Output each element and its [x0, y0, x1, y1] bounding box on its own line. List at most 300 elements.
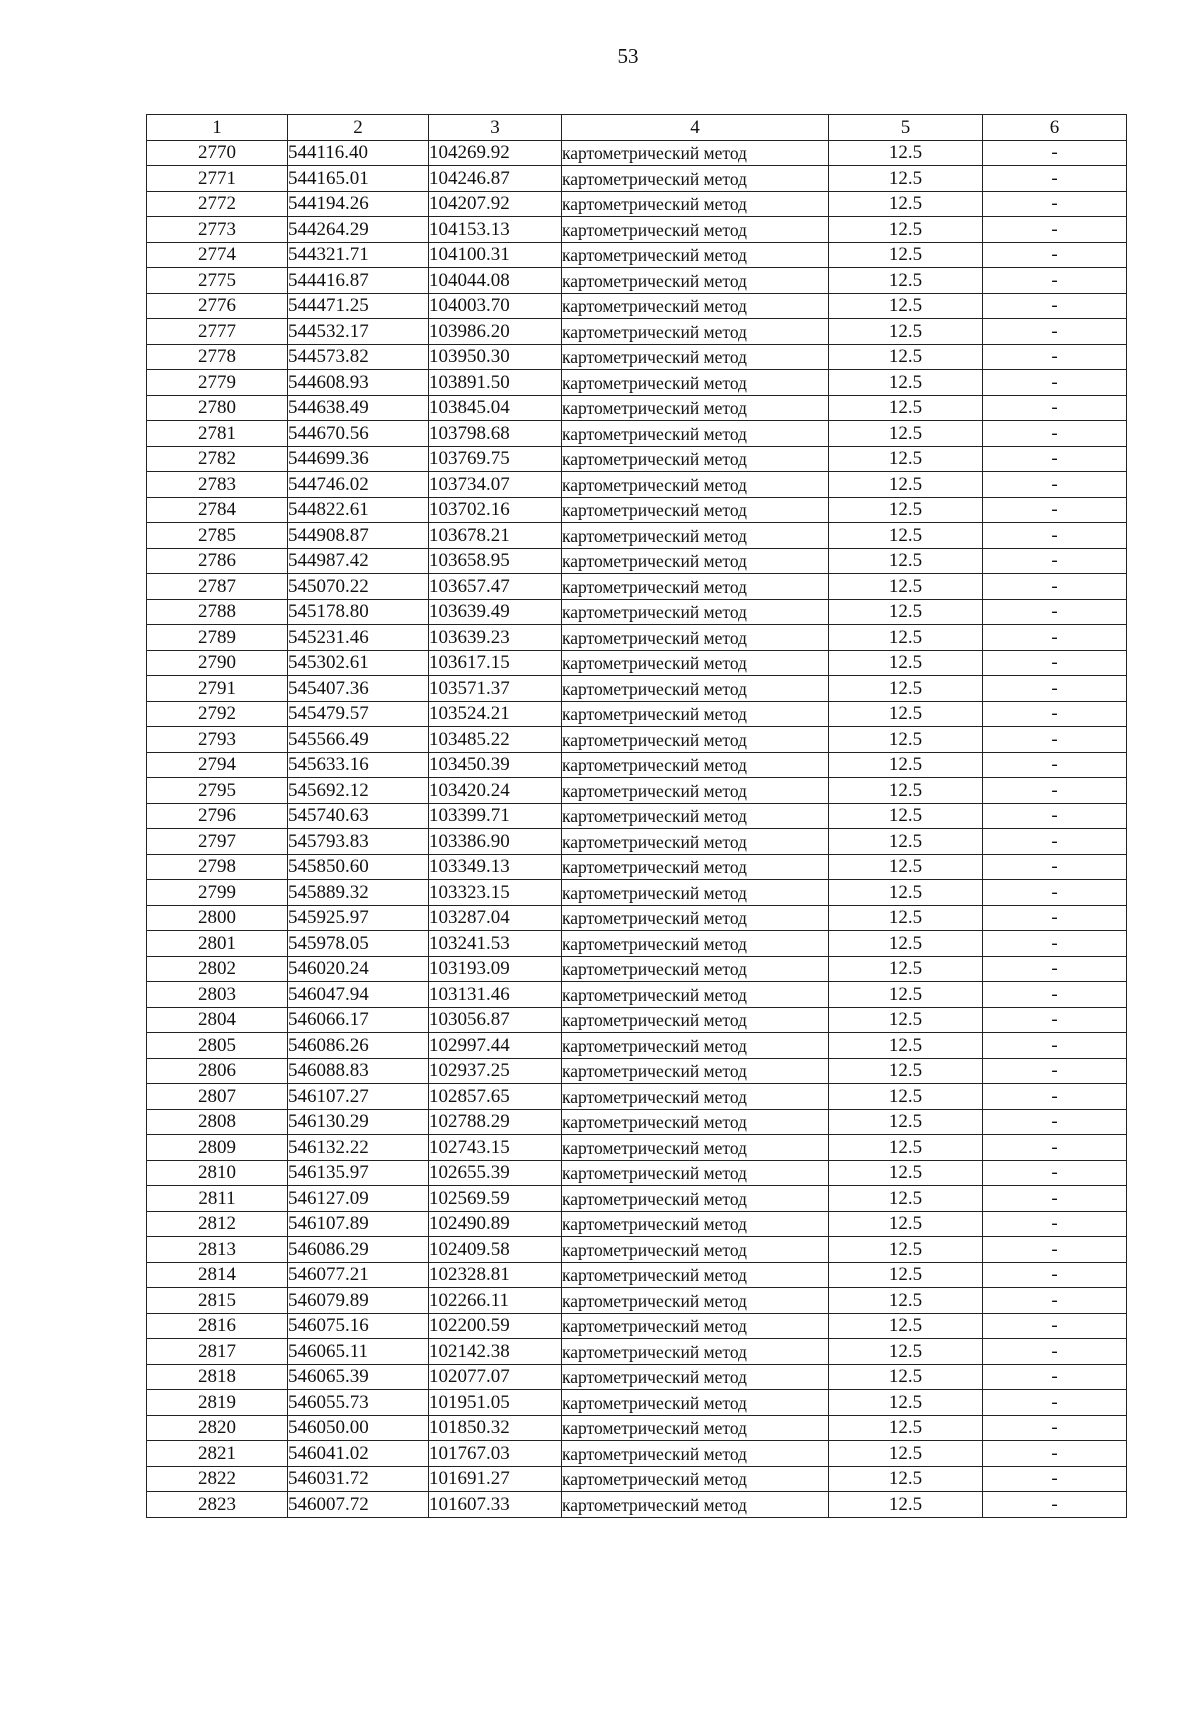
y-coordinate-cell: 101767.03 — [429, 1441, 562, 1467]
y-coordinate-cell: 103702.16 — [429, 497, 562, 523]
method-cell: картометрический метод — [562, 1160, 829, 1186]
point-number-cell: 2798 — [147, 854, 288, 880]
method-cell: картометрический метод — [562, 191, 829, 217]
y-coordinate-cell: 103323.15 — [429, 880, 562, 906]
x-coordinate-cell: 546007.72 — [288, 1492, 429, 1518]
point-number-cell: 2772 — [147, 191, 288, 217]
accuracy-cell: 12.5 — [829, 140, 983, 166]
note-cell: - — [983, 854, 1127, 880]
point-number-cell: 2790 — [147, 650, 288, 676]
x-coordinate-cell: 546127.09 — [288, 1186, 429, 1212]
method-cell: картометрический метод — [562, 574, 829, 600]
x-coordinate-cell: 545889.32 — [288, 880, 429, 906]
y-coordinate-cell: 103524.21 — [429, 701, 562, 727]
point-number-cell: 2794 — [147, 752, 288, 778]
note-cell: - — [983, 1211, 1127, 1237]
accuracy-cell: 12.5 — [829, 497, 983, 523]
x-coordinate-cell: 546086.26 — [288, 1033, 429, 1059]
point-number-cell: 2823 — [147, 1492, 288, 1518]
note-cell: - — [983, 625, 1127, 651]
x-coordinate-cell: 545302.61 — [288, 650, 429, 676]
note-cell: - — [983, 217, 1127, 243]
x-coordinate-cell: 546065.11 — [288, 1339, 429, 1365]
point-number-cell: 2775 — [147, 268, 288, 294]
point-number-cell: 2774 — [147, 242, 288, 268]
x-coordinate-cell: 545070.22 — [288, 574, 429, 600]
page-number: 53 — [617, 44, 639, 68]
method-cell: картометрический метод — [562, 752, 829, 778]
note-cell: - — [983, 293, 1127, 319]
table-row — [147, 1313, 1127, 1339]
note-cell: - — [983, 829, 1127, 855]
x-coordinate-cell: 545566.49 — [288, 727, 429, 753]
note-cell: - — [983, 370, 1127, 396]
accuracy-cell: 12.5 — [829, 752, 983, 778]
table-row — [147, 217, 1127, 243]
method-cell: картометрический метод — [562, 140, 829, 166]
method-cell: картометрический метод — [562, 599, 829, 625]
accuracy-cell: 12.5 — [829, 574, 983, 600]
accuracy-cell: 12.5 — [829, 242, 983, 268]
column-header: 2 — [288, 115, 429, 141]
accuracy-cell: 12.5 — [829, 880, 983, 906]
y-coordinate-cell: 104003.70 — [429, 293, 562, 319]
point-number-cell: 2785 — [147, 523, 288, 549]
accuracy-cell: 12.5 — [829, 905, 983, 931]
method-cell: картометрический метод — [562, 1390, 829, 1416]
method-cell: картометрический метод — [562, 854, 829, 880]
x-coordinate-cell: 546086.29 — [288, 1237, 429, 1263]
accuracy-cell: 12.5 — [829, 344, 983, 370]
point-number-cell: 2777 — [147, 319, 288, 345]
x-coordinate-cell: 544670.56 — [288, 421, 429, 447]
note-cell: - — [983, 1390, 1127, 1416]
x-coordinate-cell: 546047.94 — [288, 982, 429, 1008]
y-coordinate-cell: 104207.92 — [429, 191, 562, 217]
note-cell: - — [983, 191, 1127, 217]
table-row — [147, 523, 1127, 549]
coordinates-table — [146, 114, 1127, 1518]
y-coordinate-cell: 103131.46 — [429, 982, 562, 1008]
note-cell: - — [983, 548, 1127, 574]
table-row — [147, 472, 1127, 498]
accuracy-cell: 12.5 — [829, 1390, 983, 1416]
accuracy-cell: 12.5 — [829, 1109, 983, 1135]
note-cell: - — [983, 242, 1127, 268]
x-coordinate-cell: 546107.27 — [288, 1084, 429, 1110]
y-coordinate-cell: 103420.24 — [429, 778, 562, 804]
point-number-cell: 2786 — [147, 548, 288, 574]
method-cell: картометрический метод — [562, 701, 829, 727]
method-cell: картометрический метод — [562, 217, 829, 243]
table-row — [147, 497, 1127, 523]
y-coordinate-cell: 102328.81 — [429, 1262, 562, 1288]
table-row — [147, 905, 1127, 931]
point-number-cell: 2789 — [147, 625, 288, 651]
accuracy-cell: 12.5 — [829, 803, 983, 829]
method-cell: картометрический метод — [562, 1211, 829, 1237]
y-coordinate-cell: 103287.04 — [429, 905, 562, 931]
method-cell: картометрический метод — [562, 472, 829, 498]
method-cell: картометрический метод — [562, 1262, 829, 1288]
x-coordinate-cell: 546066.17 — [288, 1007, 429, 1033]
table-row — [147, 1288, 1127, 1314]
x-coordinate-cell: 544822.61 — [288, 497, 429, 523]
accuracy-cell: 12.5 — [829, 1466, 983, 1492]
method-cell: картометрический метод — [562, 1288, 829, 1314]
table-row — [147, 778, 1127, 804]
table-row — [147, 191, 1127, 217]
table-row — [147, 1237, 1127, 1263]
x-coordinate-cell: 546130.29 — [288, 1109, 429, 1135]
x-coordinate-cell: 545850.60 — [288, 854, 429, 880]
method-cell: картометрический метод — [562, 1492, 829, 1518]
y-coordinate-cell: 103399.71 — [429, 803, 562, 829]
method-cell: картометрический метод — [562, 1084, 829, 1110]
x-coordinate-cell: 546041.02 — [288, 1441, 429, 1467]
note-cell: - — [983, 752, 1127, 778]
method-cell: картометрический метод — [562, 370, 829, 396]
point-number-cell: 2802 — [147, 956, 288, 982]
table-header-row — [147, 115, 1127, 141]
y-coordinate-cell: 101850.32 — [429, 1415, 562, 1441]
point-number-cell: 2793 — [147, 727, 288, 753]
method-cell: картометрический метод — [562, 344, 829, 370]
method-cell: картометрический метод — [562, 166, 829, 192]
table-row — [147, 727, 1127, 753]
table-row — [147, 293, 1127, 319]
table-row — [147, 166, 1127, 192]
point-number-cell: 2821 — [147, 1441, 288, 1467]
accuracy-cell: 12.5 — [829, 701, 983, 727]
x-coordinate-cell: 546055.73 — [288, 1390, 429, 1416]
x-coordinate-cell: 544165.01 — [288, 166, 429, 192]
x-coordinate-cell: 546050.00 — [288, 1415, 429, 1441]
y-coordinate-cell: 102077.07 — [429, 1364, 562, 1390]
x-coordinate-cell: 544573.82 — [288, 344, 429, 370]
method-cell: картометрический метод — [562, 293, 829, 319]
accuracy-cell: 12.5 — [829, 1007, 983, 1033]
x-coordinate-cell: 546031.72 — [288, 1466, 429, 1492]
method-cell: картометрический метод — [562, 905, 829, 931]
y-coordinate-cell: 103193.09 — [429, 956, 562, 982]
method-cell: картометрический метод — [562, 268, 829, 294]
method-cell: картометрический метод — [562, 931, 829, 957]
point-number-cell: 2817 — [147, 1339, 288, 1365]
table-row — [147, 599, 1127, 625]
note-cell: - — [983, 727, 1127, 753]
table-row — [147, 1364, 1127, 1390]
column-header: 3 — [429, 115, 562, 141]
accuracy-cell: 12.5 — [829, 421, 983, 447]
x-coordinate-cell: 544638.49 — [288, 395, 429, 421]
point-number-cell: 2811 — [147, 1186, 288, 1212]
method-cell: картометрический метод — [562, 829, 829, 855]
x-coordinate-cell: 545925.97 — [288, 905, 429, 931]
method-cell: картометрический метод — [562, 880, 829, 906]
x-coordinate-cell: 544194.26 — [288, 191, 429, 217]
method-cell: картометрический метод — [562, 1466, 829, 1492]
x-coordinate-cell: 545692.12 — [288, 778, 429, 804]
note-cell: - — [983, 1237, 1127, 1263]
note-cell: - — [983, 497, 1127, 523]
note-cell: - — [983, 905, 1127, 931]
note-cell: - — [983, 676, 1127, 702]
y-coordinate-cell: 103678.21 — [429, 523, 562, 549]
method-cell: картометрический метод — [562, 421, 829, 447]
column-header: 4 — [562, 115, 829, 141]
method-cell: картометрический метод — [562, 446, 829, 472]
y-coordinate-cell: 103386.90 — [429, 829, 562, 855]
accuracy-cell: 12.5 — [829, 217, 983, 243]
method-cell: картометрический метод — [562, 1415, 829, 1441]
note-cell: - — [983, 1415, 1127, 1441]
accuracy-cell: 12.5 — [829, 1186, 983, 1212]
note-cell: - — [983, 140, 1127, 166]
table-body — [147, 140, 1127, 1517]
note-cell: - — [983, 1186, 1127, 1212]
y-coordinate-cell: 102142.38 — [429, 1339, 562, 1365]
accuracy-cell: 12.5 — [829, 166, 983, 192]
accuracy-cell: 12.5 — [829, 1058, 983, 1084]
x-coordinate-cell: 546088.83 — [288, 1058, 429, 1084]
point-number-cell: 2782 — [147, 446, 288, 472]
table-row — [147, 982, 1127, 1008]
point-number-cell: 2809 — [147, 1135, 288, 1161]
accuracy-cell: 12.5 — [829, 982, 983, 1008]
y-coordinate-cell: 103798.68 — [429, 421, 562, 447]
y-coordinate-cell: 102655.39 — [429, 1160, 562, 1186]
accuracy-cell: 12.5 — [829, 1415, 983, 1441]
y-coordinate-cell: 103617.15 — [429, 650, 562, 676]
x-coordinate-cell: 546107.89 — [288, 1211, 429, 1237]
table-row — [147, 140, 1127, 166]
y-coordinate-cell: 102788.29 — [429, 1109, 562, 1135]
note-cell: - — [983, 268, 1127, 294]
table-row — [147, 1109, 1127, 1135]
method-cell: картометрический метод — [562, 956, 829, 982]
y-coordinate-cell: 103450.39 — [429, 752, 562, 778]
method-cell: картометрический метод — [562, 778, 829, 804]
note-cell: - — [983, 1466, 1127, 1492]
accuracy-cell: 12.5 — [829, 1237, 983, 1263]
y-coordinate-cell: 104246.87 — [429, 166, 562, 192]
point-number-cell: 2792 — [147, 701, 288, 727]
y-coordinate-cell: 103845.04 — [429, 395, 562, 421]
note-cell: - — [983, 1109, 1127, 1135]
note-cell: - — [983, 421, 1127, 447]
accuracy-cell: 12.5 — [829, 599, 983, 625]
y-coordinate-cell: 103769.75 — [429, 446, 562, 472]
x-coordinate-cell: 544264.29 — [288, 217, 429, 243]
x-coordinate-cell: 545231.46 — [288, 625, 429, 651]
y-coordinate-cell: 102200.59 — [429, 1313, 562, 1339]
y-coordinate-cell: 102743.15 — [429, 1135, 562, 1161]
point-number-cell: 2804 — [147, 1007, 288, 1033]
accuracy-cell: 12.5 — [829, 268, 983, 294]
y-coordinate-cell: 102997.44 — [429, 1033, 562, 1059]
x-coordinate-cell: 546075.16 — [288, 1313, 429, 1339]
x-coordinate-cell: 544321.71 — [288, 242, 429, 268]
y-coordinate-cell: 103639.23 — [429, 625, 562, 651]
point-number-cell: 2776 — [147, 293, 288, 319]
y-coordinate-cell: 104153.13 — [429, 217, 562, 243]
x-coordinate-cell: 545740.63 — [288, 803, 429, 829]
point-number-cell: 2778 — [147, 344, 288, 370]
method-cell: картометрический метод — [562, 1339, 829, 1365]
accuracy-cell: 12.5 — [829, 395, 983, 421]
note-cell: - — [983, 574, 1127, 600]
note-cell: - — [983, 319, 1127, 345]
y-coordinate-cell: 101607.33 — [429, 1492, 562, 1518]
y-coordinate-cell: 103986.20 — [429, 319, 562, 345]
accuracy-cell: 12.5 — [829, 676, 983, 702]
point-number-cell: 2808 — [147, 1109, 288, 1135]
note-cell: - — [983, 523, 1127, 549]
x-coordinate-cell: 544471.25 — [288, 293, 429, 319]
point-number-cell: 2819 — [147, 1390, 288, 1416]
note-cell: - — [983, 956, 1127, 982]
y-coordinate-cell: 102569.59 — [429, 1186, 562, 1212]
point-number-cell: 2799 — [147, 880, 288, 906]
y-coordinate-cell: 104100.31 — [429, 242, 562, 268]
method-cell: картометрический метод — [562, 1135, 829, 1161]
y-coordinate-cell: 103485.22 — [429, 727, 562, 753]
note-cell: - — [983, 931, 1127, 957]
accuracy-cell: 12.5 — [829, 191, 983, 217]
accuracy-cell: 12.5 — [829, 472, 983, 498]
method-cell: картометрический метод — [562, 1237, 829, 1263]
accuracy-cell: 12.5 — [829, 319, 983, 345]
method-cell: картометрический метод — [562, 523, 829, 549]
point-number-cell: 2820 — [147, 1415, 288, 1441]
x-coordinate-cell: 546079.89 — [288, 1288, 429, 1314]
y-coordinate-cell: 103657.47 — [429, 574, 562, 600]
y-coordinate-cell: 104044.08 — [429, 268, 562, 294]
note-cell: - — [983, 1058, 1127, 1084]
note-cell: - — [983, 472, 1127, 498]
table-row — [147, 880, 1127, 906]
accuracy-cell: 12.5 — [829, 1313, 983, 1339]
table-row — [147, 829, 1127, 855]
point-number-cell: 2788 — [147, 599, 288, 625]
y-coordinate-cell: 103658.95 — [429, 548, 562, 574]
method-cell: картометрический метод — [562, 1313, 829, 1339]
table-row — [147, 268, 1127, 294]
table-row — [147, 1211, 1127, 1237]
y-coordinate-cell: 103056.87 — [429, 1007, 562, 1033]
table-row — [147, 421, 1127, 447]
x-coordinate-cell: 545479.57 — [288, 701, 429, 727]
point-number-cell: 2795 — [147, 778, 288, 804]
table-row — [147, 676, 1127, 702]
point-number-cell: 2770 — [147, 140, 288, 166]
method-cell: картометрический метод — [562, 676, 829, 702]
table-row — [147, 1058, 1127, 1084]
note-cell: - — [983, 446, 1127, 472]
x-coordinate-cell: 545407.36 — [288, 676, 429, 702]
note-cell: - — [983, 1262, 1127, 1288]
y-coordinate-cell: 102266.11 — [429, 1288, 562, 1314]
y-coordinate-cell: 103241.53 — [429, 931, 562, 957]
method-cell: картометрический метод — [562, 395, 829, 421]
accuracy-cell: 12.5 — [829, 650, 983, 676]
y-coordinate-cell: 101691.27 — [429, 1466, 562, 1492]
accuracy-cell: 12.5 — [829, 625, 983, 651]
table-row — [147, 1186, 1127, 1212]
accuracy-cell: 12.5 — [829, 293, 983, 319]
method-cell: картометрический метод — [562, 1109, 829, 1135]
x-coordinate-cell: 544116.40 — [288, 140, 429, 166]
note-cell: - — [983, 1288, 1127, 1314]
table-row — [147, 1084, 1127, 1110]
accuracy-cell: 12.5 — [829, 854, 983, 880]
table-row — [147, 1007, 1127, 1033]
table-row — [147, 854, 1127, 880]
x-coordinate-cell: 544987.42 — [288, 548, 429, 574]
accuracy-cell: 12.5 — [829, 1288, 983, 1314]
point-number-cell: 2773 — [147, 217, 288, 243]
point-number-cell: 2791 — [147, 676, 288, 702]
method-cell: картометрический метод — [562, 319, 829, 345]
accuracy-cell: 12.5 — [829, 931, 983, 957]
accuracy-cell: 12.5 — [829, 956, 983, 982]
table-row — [147, 1466, 1127, 1492]
table-row — [147, 1135, 1127, 1161]
y-coordinate-cell: 103734.07 — [429, 472, 562, 498]
table-row — [147, 1390, 1127, 1416]
x-coordinate-cell: 544532.17 — [288, 319, 429, 345]
point-number-cell: 2814 — [147, 1262, 288, 1288]
point-number-cell: 2807 — [147, 1084, 288, 1110]
table-row — [147, 1033, 1127, 1059]
table-row — [147, 548, 1127, 574]
table-row — [147, 319, 1127, 345]
point-number-cell: 2779 — [147, 370, 288, 396]
table-row — [147, 1160, 1127, 1186]
note-cell: - — [983, 1033, 1127, 1059]
x-coordinate-cell: 546020.24 — [288, 956, 429, 982]
note-cell: - — [983, 1339, 1127, 1365]
x-coordinate-cell: 545793.83 — [288, 829, 429, 855]
note-cell: - — [983, 778, 1127, 804]
accuracy-cell: 12.5 — [829, 1492, 983, 1518]
accuracy-cell: 12.5 — [829, 548, 983, 574]
note-cell: - — [983, 166, 1127, 192]
note-cell: - — [983, 599, 1127, 625]
accuracy-cell: 12.5 — [829, 523, 983, 549]
note-cell: - — [983, 880, 1127, 906]
method-cell: картометрический метод — [562, 650, 829, 676]
point-number-cell: 2806 — [147, 1058, 288, 1084]
y-coordinate-cell: 103349.13 — [429, 854, 562, 880]
point-number-cell: 2803 — [147, 982, 288, 1008]
note-cell: - — [983, 1441, 1127, 1467]
table-row — [147, 370, 1127, 396]
note-cell: - — [983, 395, 1127, 421]
y-coordinate-cell: 102409.58 — [429, 1237, 562, 1263]
column-header: 6 — [983, 115, 1127, 141]
accuracy-cell: 12.5 — [829, 778, 983, 804]
point-number-cell: 2813 — [147, 1237, 288, 1263]
note-cell: - — [983, 982, 1127, 1008]
note-cell: - — [983, 1313, 1127, 1339]
accuracy-cell: 12.5 — [829, 1441, 983, 1467]
method-cell: картометрический метод — [562, 803, 829, 829]
table-row — [147, 1415, 1127, 1441]
x-coordinate-cell: 546132.22 — [288, 1135, 429, 1161]
table-row — [147, 1492, 1127, 1518]
